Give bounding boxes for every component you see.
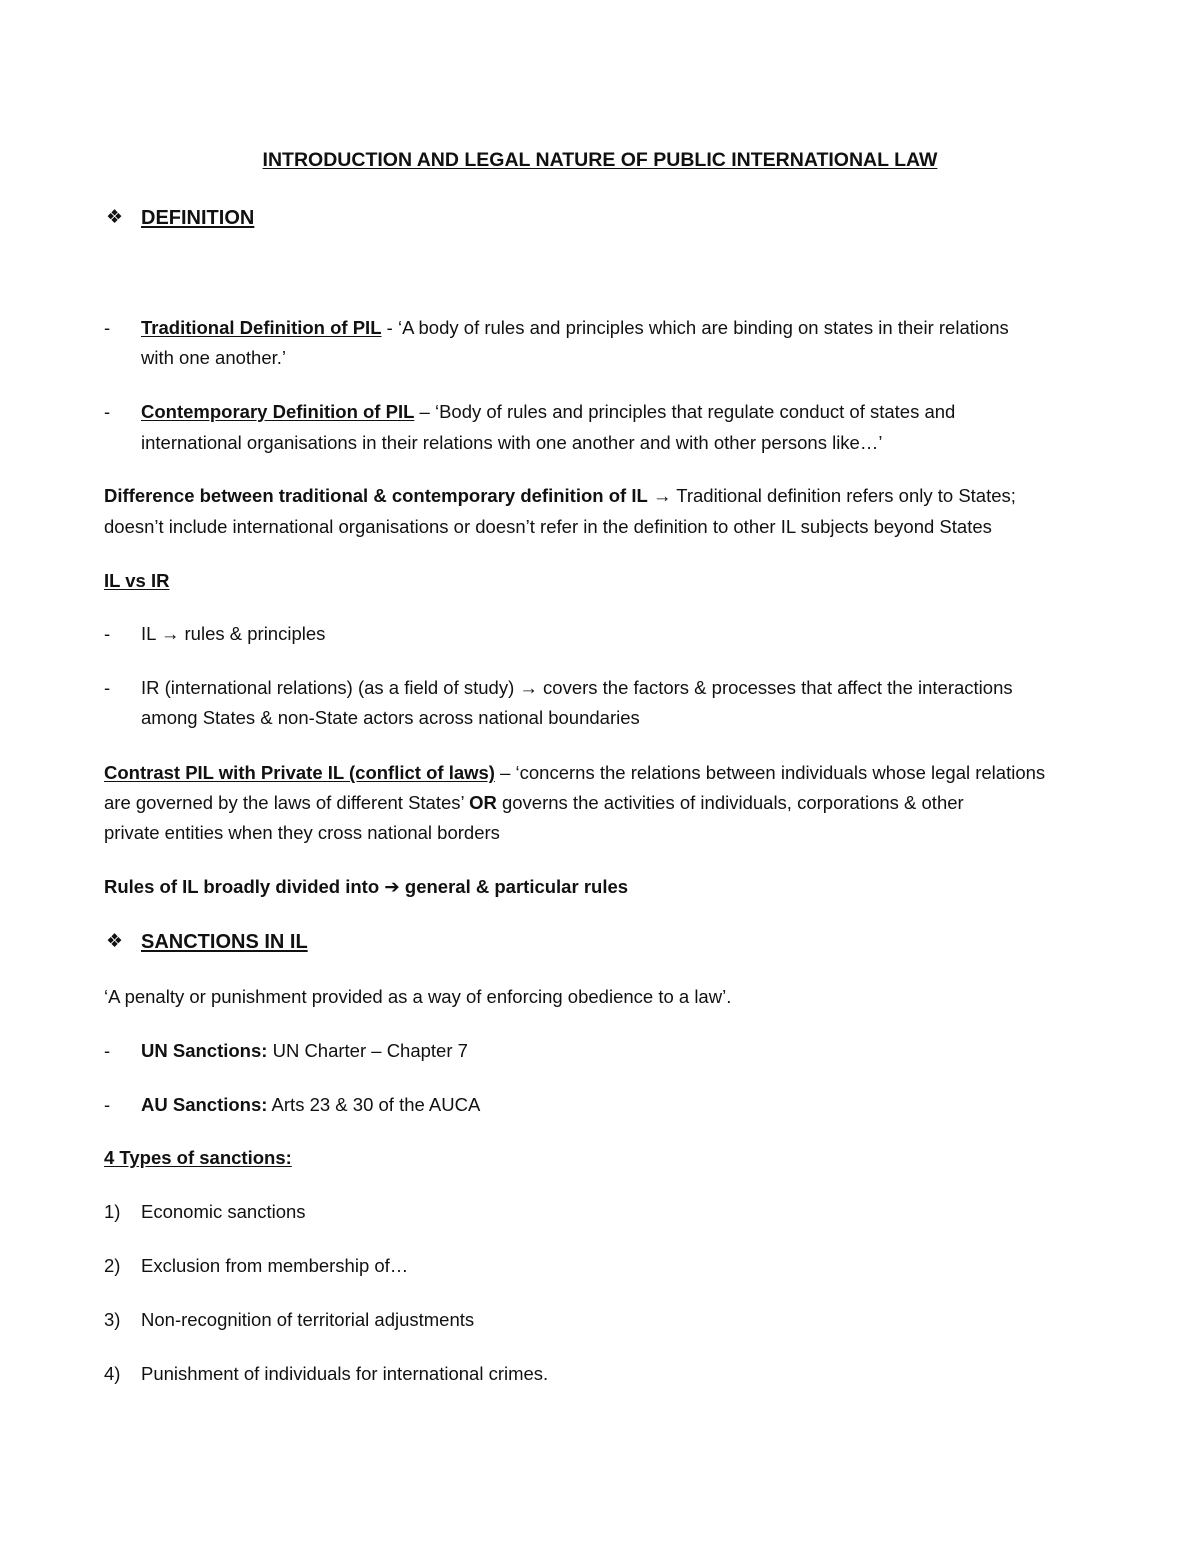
- dash-bullet: -: [104, 1094, 111, 1115]
- contrast-text-1: – ‘concerns the relations between individuals whose legal relations: [494, 762, 1046, 783]
- rules-paragraph: [104, 875, 628, 899]
- difference-text-2: doesn’t include international organisations or doesn’t refer in the definition to other IL subjects beyond States: [104, 516, 992, 537]
- contrast-line-2: [104, 791, 964, 815]
- il-vs-ir-item-1: IL → rules & principles: [141, 623, 326, 644]
- traditional-definition-label: Traditional Definition of PIL: [141, 317, 382, 338]
- au-sanctions: [141, 1093, 480, 1117]
- document-title: INTRODUCTION AND LEGAL NATURE OF PUBLIC INTERNATIONAL LAW: [262, 149, 938, 171]
- rules-text-a: Rules of IL broadly divided into: [104, 876, 385, 897]
- contemporary-definition: [141, 400, 955, 424]
- contrast-text-2a: are governed by the laws of different States’: [104, 792, 470, 813]
- un-sanctions-text: UN Charter – Chapter 7: [267, 1040, 468, 1061]
- au-sanctions-text: Arts 23 & 30 of the AUCA: [267, 1094, 481, 1115]
- rules-text-b: general & particular rules: [399, 876, 629, 897]
- dash-bullet: -: [104, 1040, 111, 1061]
- list-item-number: 4): [104, 1363, 121, 1384]
- dash-bullet: -: [104, 623, 111, 644]
- list-item-number: 3): [104, 1309, 121, 1330]
- types-heading: 4 Types of sanctions:: [104, 1147, 292, 1168]
- right-arrow-icon: ➔: [384, 876, 400, 897]
- traditional-sep: -: [381, 317, 398, 338]
- list-item: Exclusion from membership of…: [141, 1255, 409, 1276]
- list-item: Non-recognition of territorial adjustments: [141, 1309, 475, 1330]
- difference-arrow: →: [647, 485, 677, 506]
- contrast-paragraph: [104, 761, 1045, 785]
- difference-paragraph: [104, 484, 1016, 508]
- un-sanctions: [141, 1039, 468, 1063]
- sanctions-quote: ‘A penalty or punishment provided as a way of enforcing obedience to a law’.: [104, 986, 732, 1007]
- list-item-number: 2): [104, 1255, 121, 1276]
- contrast-text-2b: governs the activities of individuals, corporations & other: [496, 792, 964, 813]
- contrast-text-3: private entities when they cross national borders: [104, 822, 500, 843]
- contemporary-sep: –: [414, 401, 435, 422]
- il-vs-ir-item-2-line-1: IR (international relations) (as a field of study) → covers the factors & processes that affect the interactions: [141, 677, 1013, 698]
- un-sanctions-label: UN Sanctions:: [141, 1040, 268, 1061]
- list-item-number: 1): [104, 1201, 121, 1222]
- dash-bullet: -: [104, 677, 111, 698]
- contemporary-definition-label: Contemporary Definition of PIL: [141, 401, 415, 422]
- difference-text-1: Traditional definition refers only to States;: [676, 485, 1016, 506]
- il-vs-ir-heading: IL vs IR: [104, 570, 170, 591]
- contrast-or: OR: [469, 792, 497, 813]
- contrast-label: Contrast PIL with Private IL (conflict of laws): [104, 762, 495, 783]
- traditional-text-1: ‘A body of rules and principles which are binding on states in their relations: [397, 317, 1009, 338]
- diamond-bullet-icon: ❖: [106, 931, 124, 952]
- contemporary-text-2: international organisations in their relations with one another and with other persons like…’: [141, 432, 883, 453]
- list-item: Punishment of individuals for international crimes.: [141, 1363, 549, 1384]
- contemporary-text-1: ‘Body of rules and principles that regulate conduct of states and: [434, 401, 956, 422]
- il-vs-ir-item-2-line-2: among States & non-State actors across national boundaries: [141, 707, 640, 728]
- diamond-bullet-icon: ❖: [106, 207, 124, 228]
- au-sanctions-label: AU Sanctions:: [141, 1094, 268, 1115]
- dash-bullet: -: [104, 317, 111, 338]
- sanctions-heading: SANCTIONS IN IL: [141, 931, 308, 953]
- list-item: Economic sanctions: [141, 1201, 306, 1222]
- traditional-text-2: with one another.’: [141, 347, 287, 368]
- definition-heading: DEFINITION: [141, 207, 255, 229]
- difference-label: Difference between traditional & contemporary definition of IL: [104, 485, 648, 506]
- traditional-definition: [141, 316, 1009, 340]
- dash-bullet: -: [104, 401, 111, 422]
